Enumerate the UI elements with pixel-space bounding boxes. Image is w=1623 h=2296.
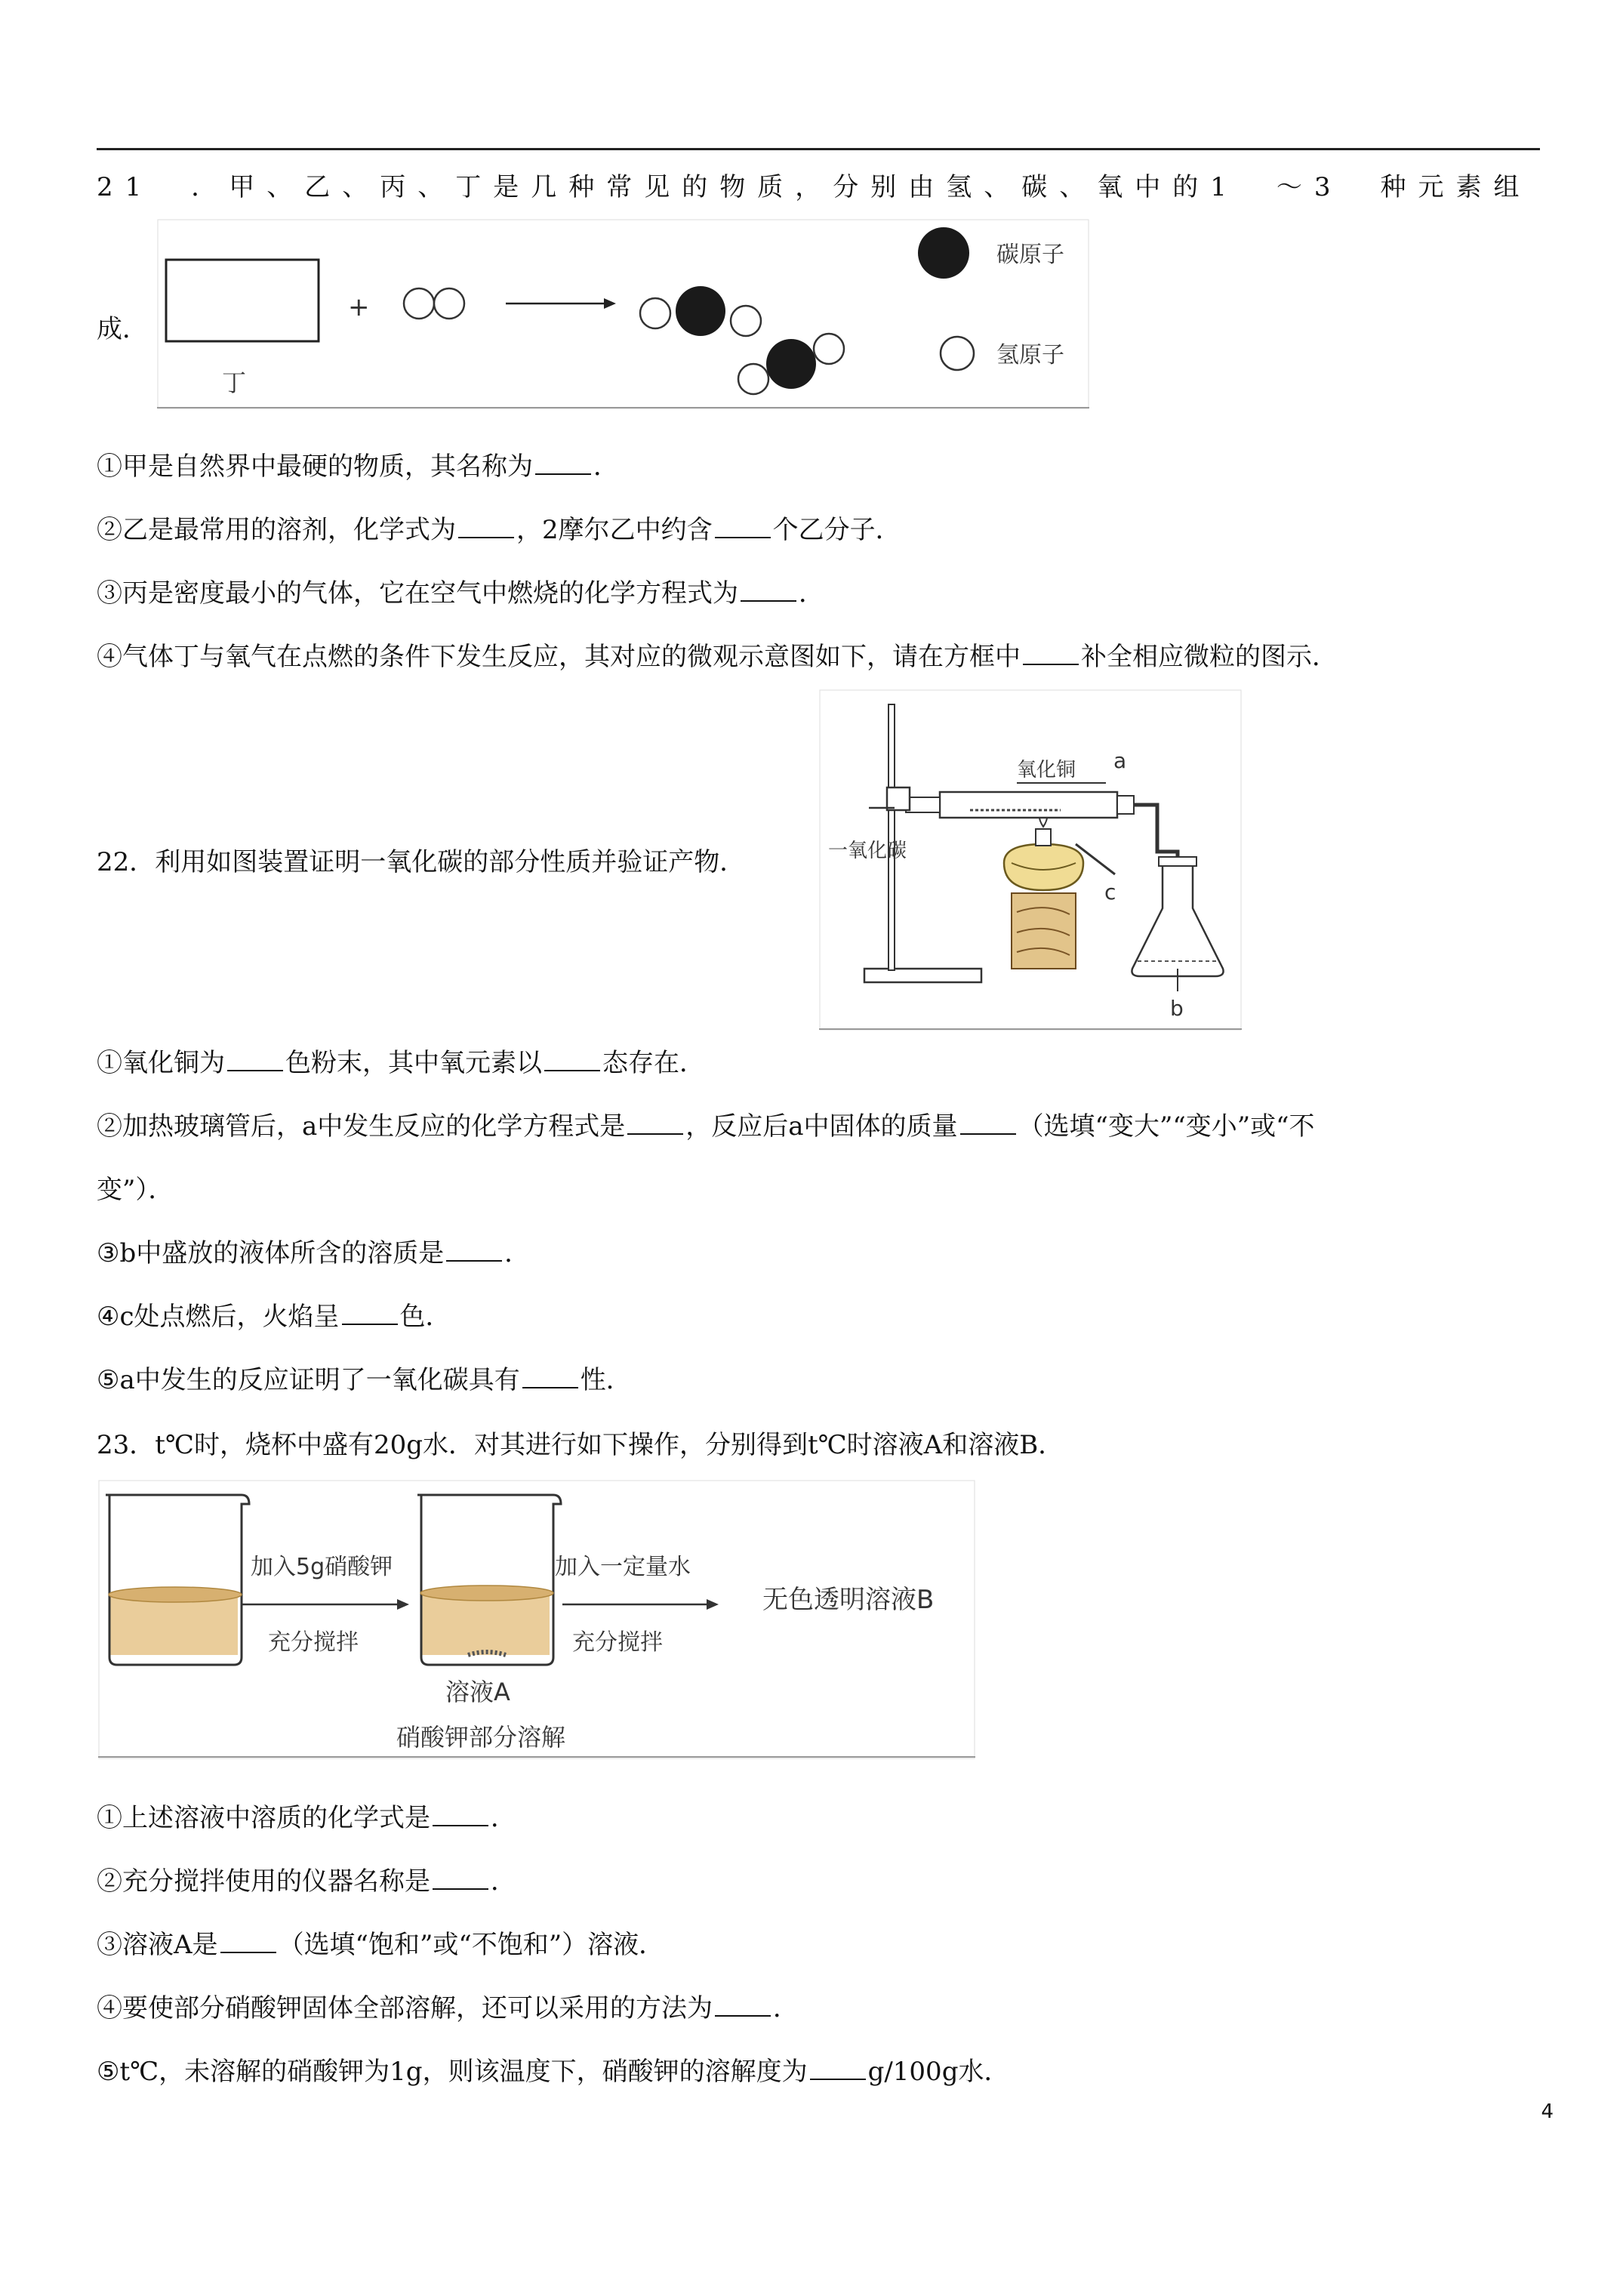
q22-item-3: ③b中盛放的液体所含的溶质是 ． — [97, 1238, 531, 1268]
q22-apparatus-figure — [819, 689, 1242, 1031]
q21-item-4: ④气体丁与氧气在点燃的条件下发生反应，其对应的微观示意图如下，请在方框中 补全相应微粒的图示． — [97, 642, 1338, 672]
answer-blank[interactable] — [433, 1866, 488, 1890]
q22-item-5: ⑤a中发生的反应证明了一氧化碳具有 性． — [97, 1365, 632, 1395]
legend-hydrogen-label: 氢原子 — [996, 342, 1064, 368]
q21-intro-end: 成． — [97, 314, 148, 344]
header-rule — [97, 148, 1540, 150]
q21-item-1: ①甲是自然界中最硬的物质，其名称为 ． — [97, 451, 619, 482]
q21-item-3: ③丙是密度最小的气体，它在空气中燃烧的化学方程式为 ． — [97, 578, 824, 609]
answer-blank[interactable] — [433, 1802, 488, 1826]
q22-item-1: ①氧化铜为 色粉末，其中氧元素以 态存在． — [97, 1048, 705, 1078]
q21-item-2: ②乙是最常用的溶剂，化学式为 ，2摩尔乙中约含 个乙分子． — [97, 515, 901, 545]
step2-bottom-label: 充分搅拌 — [572, 1629, 663, 1656]
alcohol-lamp-icon — [1004, 844, 1083, 890]
answer-blank[interactable] — [220, 1929, 276, 1953]
answer-blank[interactable] — [342, 1301, 398, 1325]
answer-blank[interactable] — [458, 514, 514, 538]
answer-blank[interactable] — [715, 514, 771, 538]
legend-carbon-label: 碳原子 — [996, 242, 1064, 268]
answer-blank[interactable] — [627, 1111, 683, 1135]
answer-blank[interactable] — [741, 578, 796, 602]
ding-label: 丁 — [222, 368, 247, 397]
q23-item-2: ②充分搅拌使用的仪器名称是 ． — [97, 1866, 516, 1897]
result-label: 无色透明溶液B — [762, 1585, 935, 1615]
q22-item-2: ②加热玻璃管后，a中发生反应的化学方程式是 ，反应后a中固体的质量 （选填“变大”“变小”或“不 — [97, 1111, 1315, 1142]
label-a: a — [1113, 748, 1127, 773]
plus-sign: + — [348, 292, 370, 322]
stand-rod — [888, 704, 895, 970]
label-b: b — [1170, 996, 1184, 1021]
answer-blank[interactable] — [715, 1992, 771, 2017]
answer-blank[interactable] — [446, 1237, 502, 1262]
carbon-atom-legend-icon — [918, 227, 969, 279]
answer-blank[interactable] — [227, 1047, 283, 1071]
answer-blank[interactable] — [535, 451, 591, 475]
q22-item-4: ④c处点燃后，火焰呈 色． — [97, 1302, 451, 1332]
glass-tube — [940, 792, 1117, 818]
step2-top-label: 加入一定量水 — [555, 1554, 691, 1580]
answer-blank[interactable] — [810, 2056, 866, 2080]
answer-blank[interactable] — [1023, 641, 1079, 665]
hydrogen-atom-legend-icon — [941, 337, 974, 370]
q21-reaction-figure — [157, 219, 1089, 409]
q23-item-4: ④要使部分硝酸钾固体全部溶解，还可以采用的方法为 ． — [97, 1993, 799, 2023]
step1-bottom-label: 充分搅拌 — [268, 1629, 359, 1656]
note-label: 硝酸钾部分溶解 — [396, 1723, 566, 1752]
q22-item-2-continued: 变”）． — [97, 1175, 174, 1205]
solution-a-label: 溶液A — [445, 1678, 510, 1706]
step1-top-label: 加入5g硝酸钾 — [251, 1554, 393, 1580]
answer-blank[interactable] — [544, 1047, 600, 1071]
q23-dissolution-figure — [98, 1480, 975, 1759]
q23-item-5: ⑤t℃，未溶解的硝酸钾为1g，则该温度下，硝酸钾的溶解度为 g/100g水． — [97, 2057, 1010, 2087]
answer-blank[interactable] — [960, 1111, 1016, 1135]
q23-item-1: ①上述溶液中溶质的化学式是 ． — [97, 1803, 516, 1833]
page-number: 4 — [1541, 2100, 1554, 2123]
label-cuo: 氧化铜 — [1017, 759, 1076, 781]
q21-intro: 21 ．甲、乙、丙、丁是几种常见的物质，分别由氢、碳、氧中的1 ～3 种元素组 — [97, 172, 1532, 202]
answer-blank[interactable] — [522, 1364, 578, 1388]
stand-base — [864, 969, 981, 982]
q23-intro: 23．t℃时，烧杯中盛有20g水．对其进行如下操作，分别得到t℃时溶液A和溶液B． — [97, 1430, 1064, 1460]
q23-item-3: ③溶液A是 （选填“饱和”或“不饱和”）溶液． — [97, 1930, 665, 1960]
label-c: c — [1104, 880, 1116, 905]
label-co: 一氧化碳 — [828, 840, 907, 862]
q22-intro: 22．利用如图装置证明一氧化碳的部分性质并验证产物． — [97, 847, 746, 877]
